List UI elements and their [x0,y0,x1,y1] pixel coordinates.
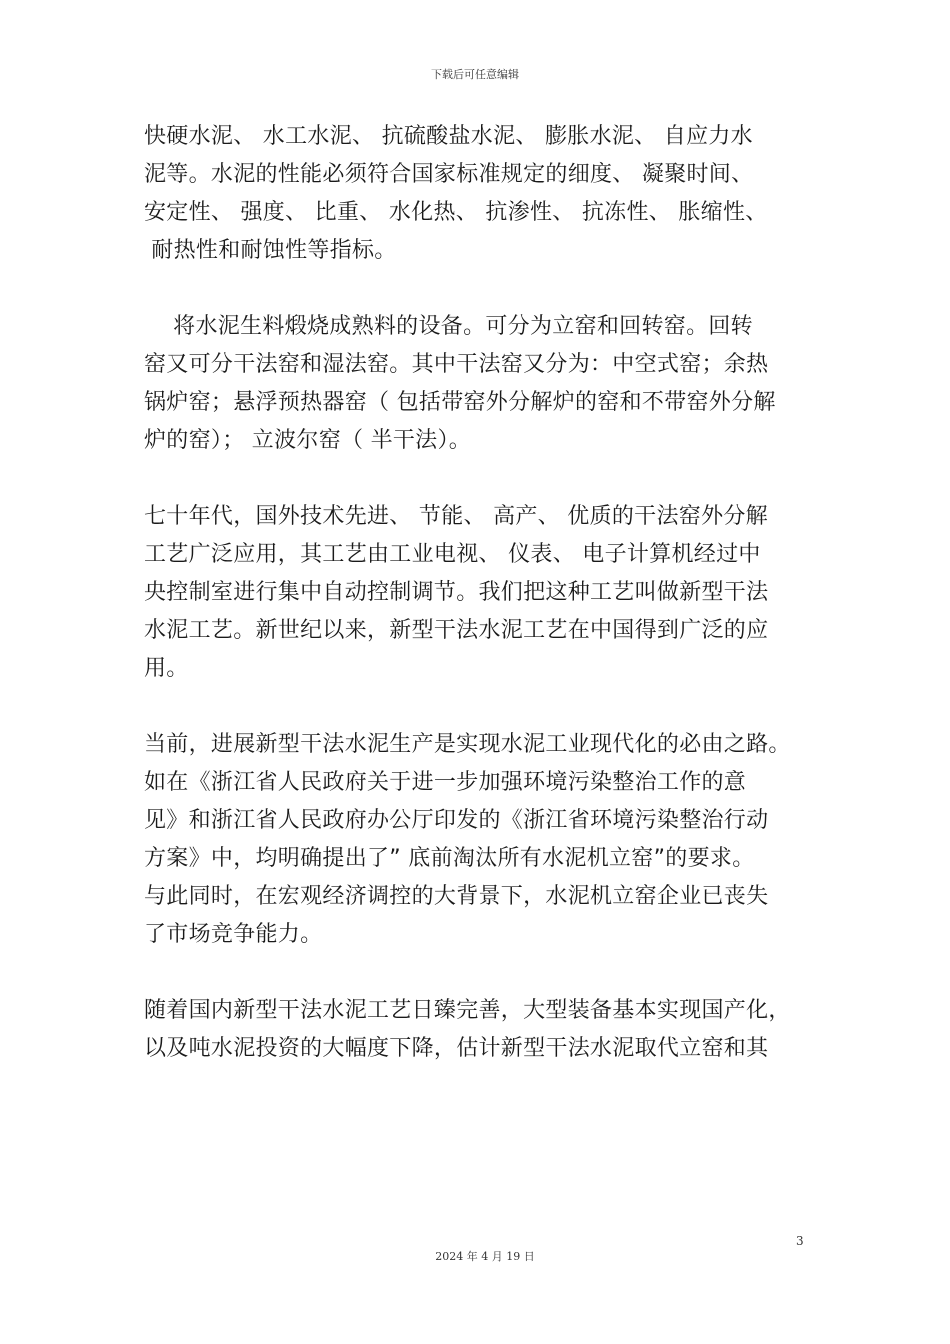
text-line: 工艺广泛应用，其工艺由工业电视、 仪表、 电子计算机经过中 [144,542,761,567]
text-line: 如在《浙江省人民政府关于进一步加强环境污染整治工作的意 [144,770,747,795]
text-line: 耐热性和耐蚀性等指标。 [144,238,397,263]
text-line: 见》和浙江省人民政府办公厅印发的《浙江省环境污染整治行动 [144,808,769,833]
paragraph-gap [144,954,814,992]
paragraph-gap [144,460,814,498]
page-footer-date: 2024 年 4 月 19 日 [435,1250,535,1263]
text-line: 安定性、 强度、 比重、 水化热、 抗渗性、 抗冻性、 胀缩性、 [144,200,768,225]
text-line: 随着国内新型干法水泥工艺日臻完善，大型装备基本实现国产化， [144,998,791,1023]
text-line: 泥等。水泥的性能必须符合国家标准规定的细度、 凝聚时间、 [144,162,754,187]
text-line: 锅炉窑；悬浮预热器窑（ 包括带窑外分解炉的窑和不带窑外分解 [144,390,776,415]
text-line: 水泥工艺。新世纪以来，新型干法水泥工艺在中国得到广泛的应 [144,618,769,643]
text-line: 与此同时，在宏观经济调控的大背景下，水泥机立窑企业已丧失 [144,884,769,909]
paragraph-gap [144,688,814,726]
paragraph [144,992,814,1068]
page-header: 下载后可任意编辑 [431,68,519,81]
text-line: 炉的窑）； 立波尔窑（ 半干法）。 [144,428,472,453]
text-line: 方案》中，均明确提出了” 底前淘汰所有水泥机立窑”的要求。 [144,846,755,871]
text-line: 窑又可分干法窑和湿法窑。其中干法窑又分为：中空式窑；余热 [144,352,769,377]
paragraph-gap [144,270,814,308]
paragraph [144,498,814,688]
paragraph [144,308,814,460]
text-line: 将水泥生料煅烧成熟料的设备。可分为立窑和回转窑。回转 [144,314,753,339]
text-line: 七十年代，国外技术先进、 节能、 高产、 优质的干法窑外分解 [144,504,768,529]
page-number: 3 [796,1234,804,1248]
text-line: 当前，进展新型干法水泥生产是实现水泥工业现代化的必由之路。 [144,732,791,757]
text-line: 以及吨水泥投资的大幅度下降，估计新型干法水泥取代立窑和其 [144,1036,769,1061]
text-line: 了市场竞争能力。 [144,922,323,947]
paragraph [144,726,814,954]
text-line: 用。 [144,656,189,681]
text-line: 央控制室进行集中自动控制调节。我们把这种工艺叫做新型干法 [144,580,769,605]
document-body [144,118,814,1068]
text-line: 快硬水泥、 水工水泥、 抗硫酸盐水泥、 膨胀水泥、 自应力水 [144,124,753,149]
paragraph [144,118,814,270]
